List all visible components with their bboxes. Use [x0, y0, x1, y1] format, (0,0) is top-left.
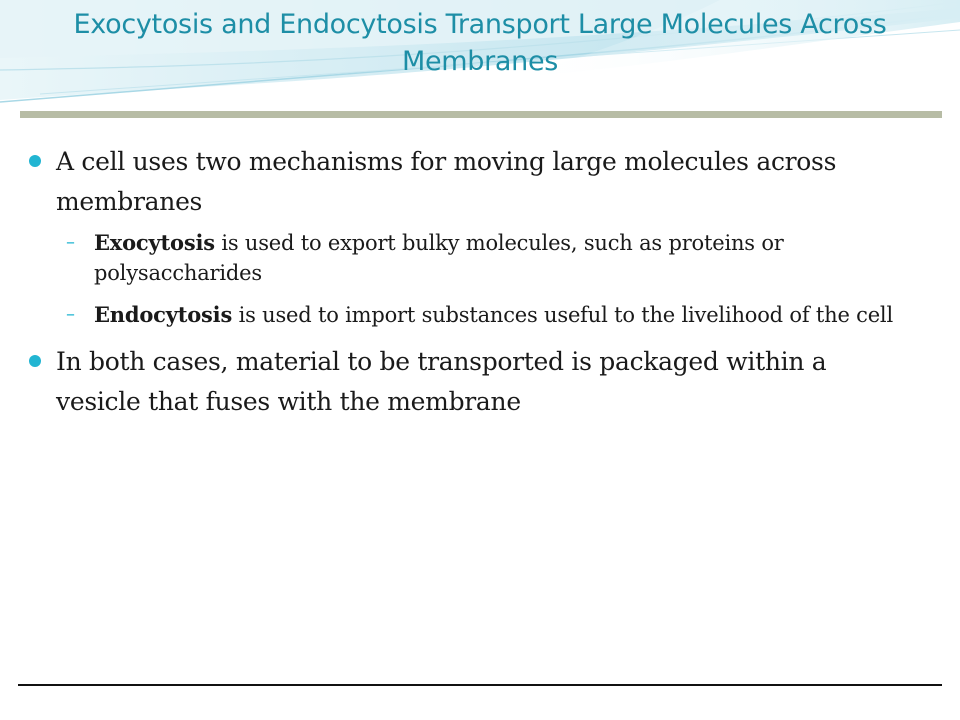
sub-bullet-item: [18, 228, 918, 288]
dash-icon: –: [66, 304, 75, 325]
bullet-dot-icon: [29, 355, 41, 367]
bullet-item: [18, 142, 918, 222]
bullet-text: A cell uses two mechanisms for moving large molecules across membranes: [56, 147, 837, 216]
sub-bullet-item: [18, 300, 918, 330]
footer-divider: [18, 684, 942, 686]
sub-bullet-term: Endocytosis: [94, 302, 233, 327]
sub-bullet-text: is used to export bulky molecules, such as proteins or polysaccharides: [94, 231, 784, 285]
slide-body: [18, 142, 918, 428]
slide-title: Exocytosis and Endocytosis Transport Large Molecules Across Membranes: [73, 9, 887, 77]
bullet-dot-icon: [29, 155, 41, 167]
sub-bullet-term: Exocytosis: [94, 230, 215, 255]
bullet-item: [18, 342, 918, 422]
bullet-text: In both cases, material to be transported is packaged within a vesicle that fuses with the membrane: [56, 347, 827, 416]
dash-icon: –: [66, 232, 75, 253]
sub-bullet-text: is used to import substances useful to the livelihood of the cell: [232, 303, 893, 327]
title-divider: [20, 111, 942, 118]
